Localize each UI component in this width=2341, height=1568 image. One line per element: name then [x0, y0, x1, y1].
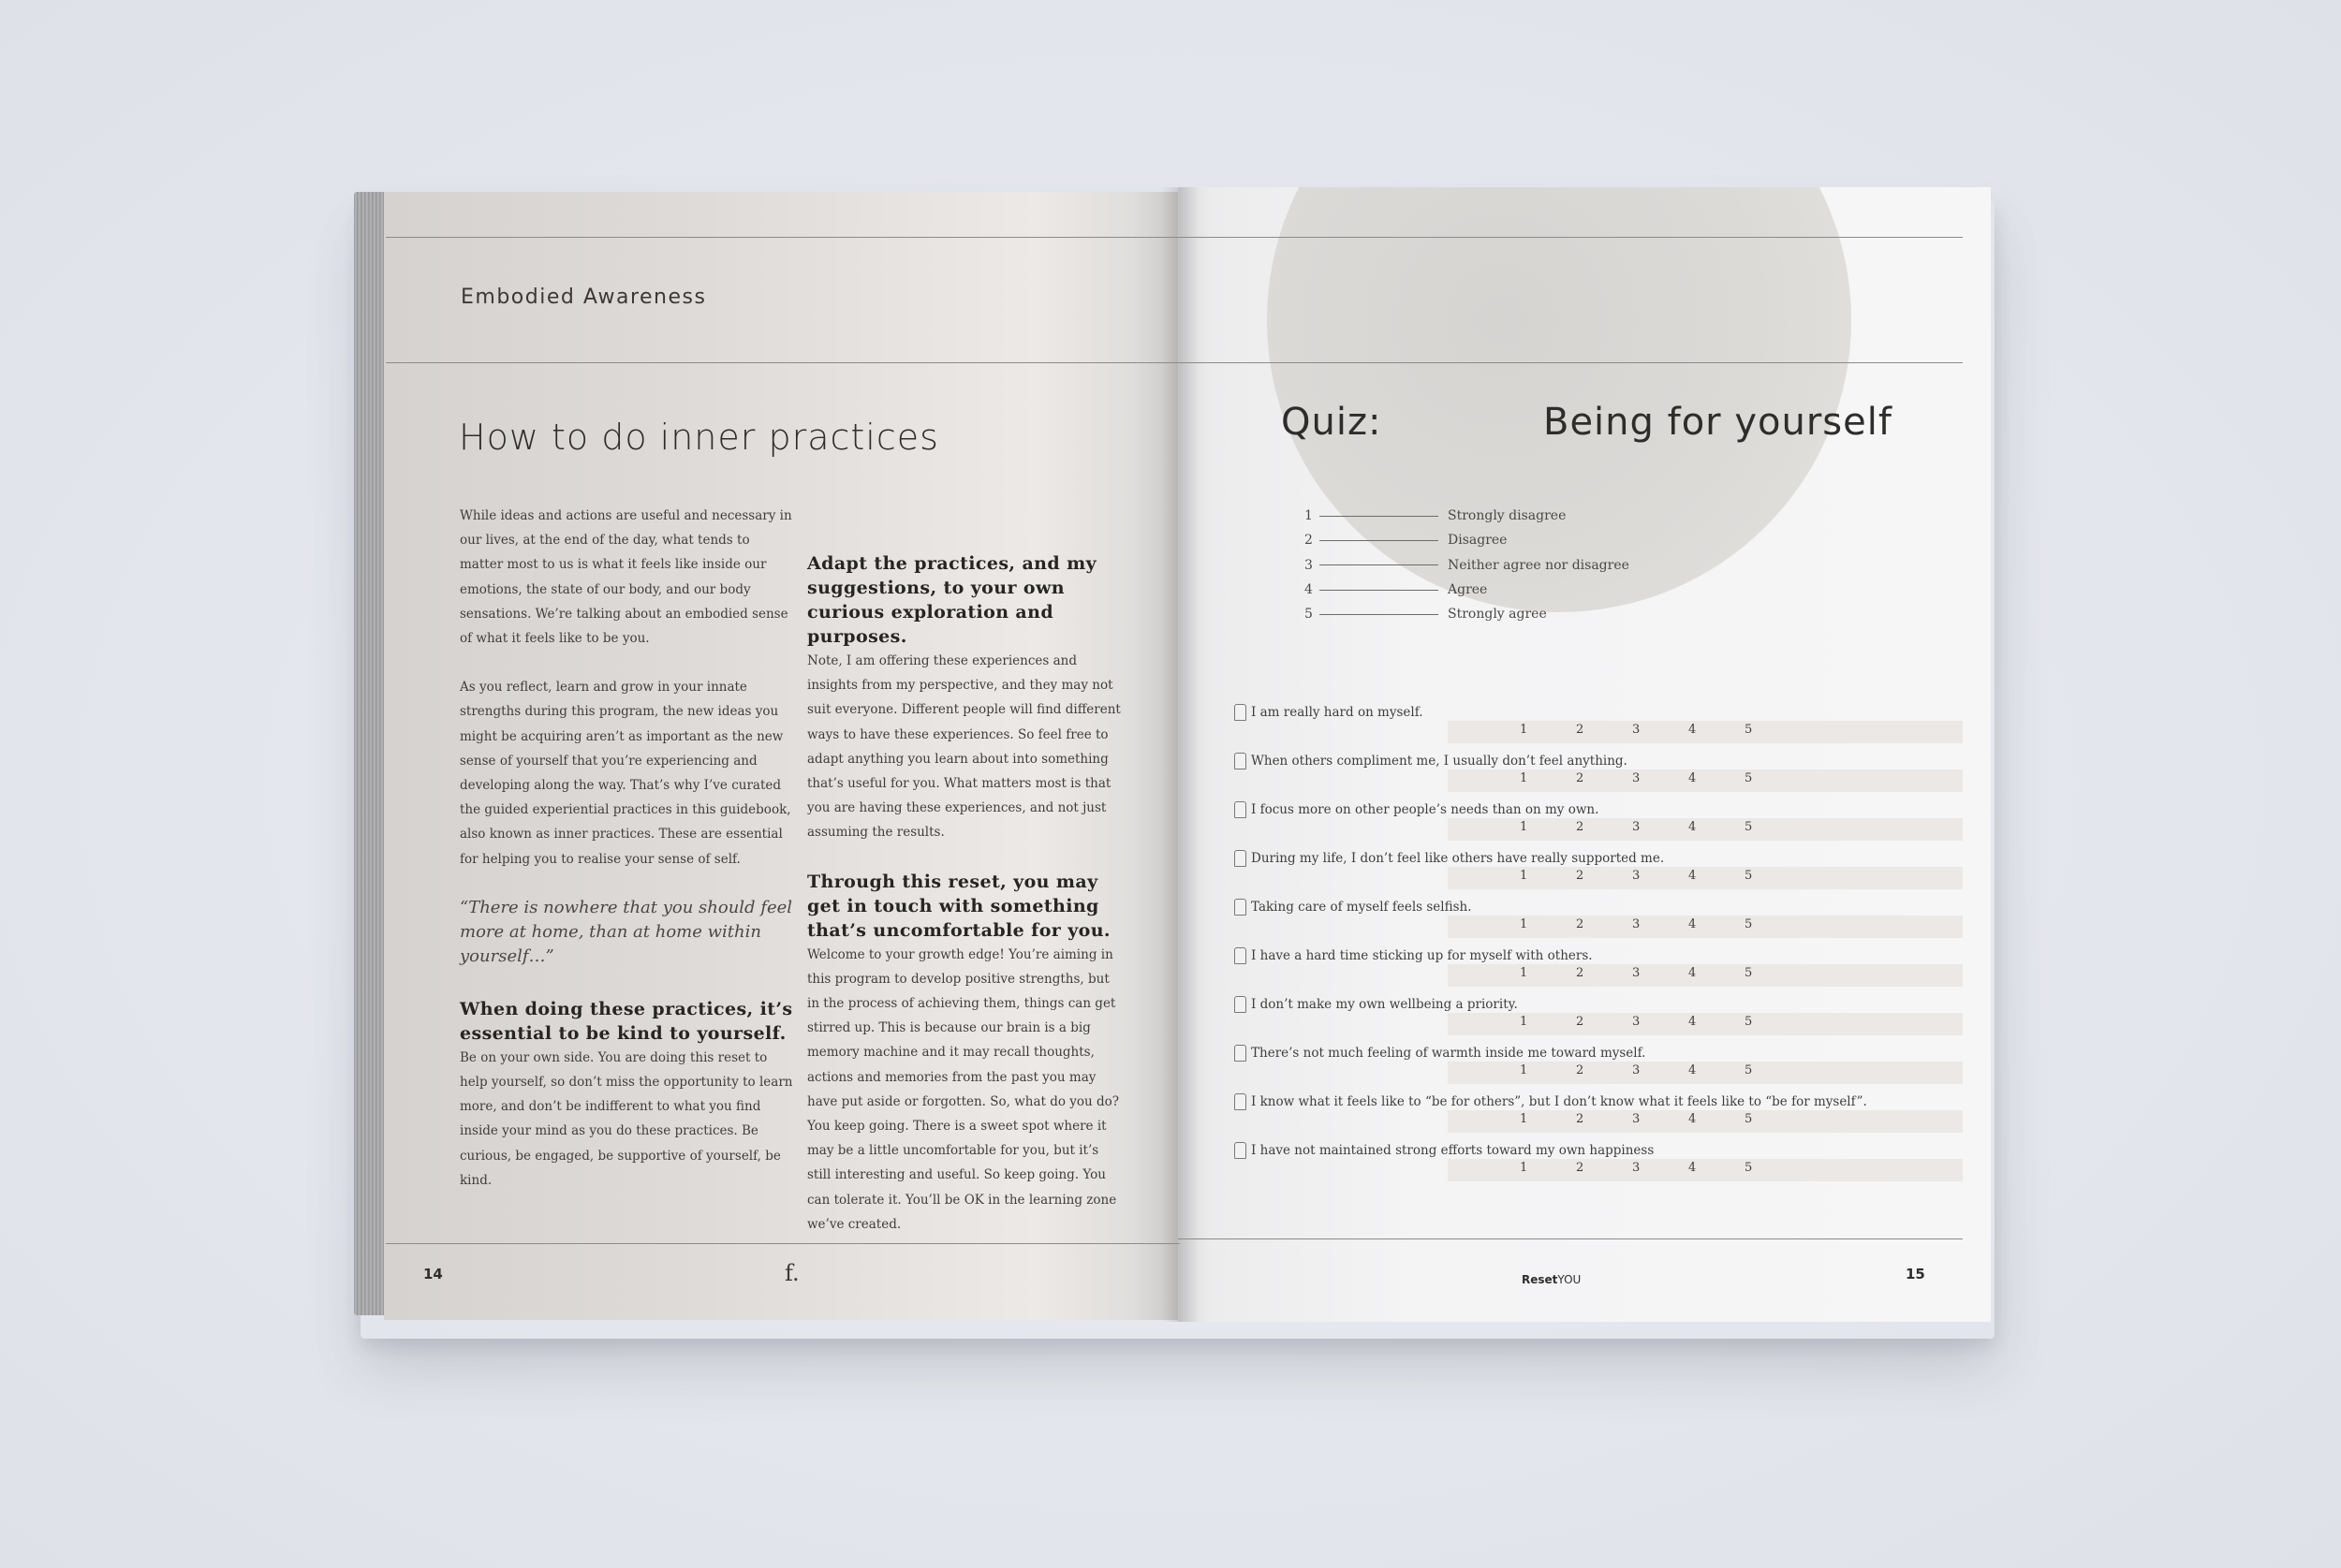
checkbox[interactable]	[1234, 801, 1246, 818]
checkbox[interactable]	[1234, 1142, 1246, 1159]
checkbox[interactable]	[1234, 899, 1246, 916]
footer-rule-right	[1178, 1238, 1963, 1239]
rating-option[interactable]: 5	[1745, 1015, 1753, 1029]
scale-label: Strongly disagree	[1448, 508, 1567, 524]
question-text: Taking care of myself feels selfish.	[1251, 900, 1472, 915]
rating-option[interactable]: 5	[1745, 820, 1753, 834]
rating-option[interactable]: 1	[1520, 820, 1528, 834]
scale-row	[1304, 578, 1629, 602]
scale-number: 1	[1304, 508, 1313, 524]
rating-option[interactable]: 4	[1688, 966, 1697, 980]
scale-row	[1304, 528, 1629, 552]
rating-option[interactable]: 5	[1745, 723, 1753, 737]
brand-bold: Reset	[1522, 1273, 1558, 1286]
quiz-question	[1234, 1140, 1965, 1175]
rating-options	[1520, 917, 1801, 931]
rating-option[interactable]: 3	[1632, 723, 1641, 737]
rating-option[interactable]: 4	[1688, 820, 1697, 834]
scale-line	[1319, 516, 1438, 517]
scale-label: Neither agree nor disagree	[1448, 557, 1629, 573]
rating-option[interactable]: 3	[1632, 820, 1641, 834]
scale-label: Agree	[1448, 582, 1488, 598]
page-heading: How to do inner practices	[459, 417, 939, 458]
rating-option[interactable]: 4	[1688, 1063, 1697, 1077]
rating-option[interactable]: 1	[1520, 869, 1528, 883]
header-rule-right	[1178, 362, 1963, 363]
book-spine	[1161, 187, 1199, 1322]
quiz-question	[1234, 1043, 1965, 1077]
question-text: I am really hard on myself.	[1251, 705, 1423, 720]
scale-line	[1319, 614, 1438, 615]
paragraph: Welcome to your growth edge! You’re aiming in this program to develop positive strengths, but in the process of achieving them, things can get stirred up. This is because our brain is a big memory machine and it may recall thoughts, actions and memories from the past you may have put aside or forgotten. So, what do you do? You keep going. There is a sweet spot where it may be a little uncomfortable for you, but it’s still interesting and useful. So keep going. You can tolerate it. You’ll be OK in the learning zone we’ve created.	[807, 946, 1120, 1232]
quiz-question	[1234, 751, 1965, 785]
rating-option[interactable]: 4	[1688, 1161, 1697, 1175]
rating-option[interactable]: 1	[1520, 1161, 1528, 1175]
section-tag: Embodied Awareness	[461, 286, 707, 309]
scale-row	[1304, 553, 1629, 578]
subheading: Through this reset, you may get in touch with something that’s uncomfortable for you.	[807, 871, 1111, 941]
checkbox[interactable]	[1234, 1093, 1246, 1110]
scale-number: 5	[1304, 607, 1313, 623]
rating-option[interactable]: 1	[1520, 1112, 1528, 1126]
rating-options	[1520, 869, 1801, 883]
rating-option[interactable]: 5	[1745, 917, 1753, 931]
question-text: I don’t make my own wellbeing a priority.	[1251, 997, 1518, 1012]
rating-options	[1520, 723, 1801, 737]
rating-option[interactable]: 1	[1520, 723, 1528, 737]
quiz-question	[1234, 848, 1965, 883]
scale-row	[1304, 602, 1629, 626]
paragraph: As you reflect, learn and grow in your innate strengths during this program, the new ideas you might be acquiring aren’t as important as the new sense of yourself that you’re experiencing and developing along the way. That’s why I’ve curated the guided experiential practices in this guidebook, also known as inner practices. These are essential for helping you to realise your sense of self.	[460, 680, 791, 867]
rating-option[interactable]: 4	[1688, 771, 1697, 785]
rating-option[interactable]: 1	[1520, 771, 1528, 785]
paragraph: Be on your own side. You are doing this reset to help yourself, so don’t miss the opportunity to learn more, and don’t be indifferent to what you find inside your mind as you do these practices. Be curious, be engaged, be supportive of yourself, be kind.	[460, 1049, 793, 1188]
quiz-label: Quiz:	[1281, 401, 1382, 444]
quiz-question	[1234, 994, 1965, 1029]
question-text: During my life, I don’t feel like others have really supported me.	[1251, 851, 1665, 866]
rating-scale-legend	[1304, 504, 1629, 626]
rating-options	[1520, 1112, 1801, 1126]
paragraph: While ideas and actions are useful and necessary in our lives, at the end of the day, what tends to matter most to us is what it feels like inside our emotions, the state of our body, and our body sensations. We’re talking about an embodied sense of what it feels like to be you.	[460, 508, 792, 647]
checkbox[interactable]	[1234, 1045, 1246, 1062]
right-column	[807, 551, 1124, 1261]
rating-options	[1520, 1161, 1801, 1175]
scale-number: 3	[1304, 557, 1313, 573]
rating-options	[1520, 771, 1801, 785]
brand-mark	[1522, 1273, 1581, 1286]
checkbox[interactable]	[1234, 753, 1246, 769]
quiz-question	[1234, 702, 1965, 737]
rating-option[interactable]: 5	[1745, 1112, 1753, 1126]
quiz-question	[1234, 897, 1965, 931]
rating-options	[1520, 1015, 1801, 1029]
rating-option[interactable]: 2	[1576, 723, 1584, 737]
quiz-title: Being for yourself	[1543, 401, 1892, 444]
rating-option[interactable]: 2	[1576, 1063, 1584, 1077]
scale-line	[1319, 540, 1438, 541]
left-column	[460, 504, 793, 1217]
quiz-question	[1234, 799, 1965, 834]
rating-option[interactable]: 1	[1520, 1015, 1528, 1029]
rating-option[interactable]: 2	[1576, 917, 1584, 931]
subheading: When doing these practices, it’s essential to be kind to yourself.	[460, 998, 793, 1044]
scale-number: 2	[1304, 533, 1313, 549]
scale-label: Strongly agree	[1448, 607, 1547, 623]
scale-line	[1319, 564, 1438, 565]
question-text: When others compliment me, I usually don’t feel anything.	[1251, 754, 1627, 769]
rating-option[interactable]: 5	[1745, 771, 1753, 785]
rating-option[interactable]: 1	[1520, 1063, 1528, 1077]
rating-option[interactable]: 2	[1576, 1112, 1584, 1126]
header-rule-left	[386, 362, 1180, 363]
rating-option[interactable]: 2	[1576, 869, 1584, 883]
question-text: I have not maintained strong efforts toward my own happiness	[1251, 1143, 1655, 1158]
scale-line	[1319, 590, 1438, 591]
brand-light: YOU	[1557, 1273, 1582, 1286]
rating-option[interactable]: 4	[1688, 869, 1697, 883]
rating-option[interactable]: 2	[1576, 771, 1584, 785]
rating-option[interactable]: 4	[1688, 917, 1697, 931]
rating-option[interactable]: 2	[1576, 966, 1584, 980]
top-rule-left	[386, 237, 1180, 238]
question-text: I focus more on other people’s needs than on my own.	[1251, 802, 1599, 817]
rating-options	[1520, 1063, 1801, 1077]
question-text: There’s not much feeling of warmth inside me toward myself.	[1251, 1046, 1646, 1061]
question-text: I have a hard time sticking up for myself with others.	[1251, 948, 1593, 963]
question-text: I know what it feels like to “be for others”, but I don’t know what it feels like to “be for myself”.	[1251, 1094, 1867, 1109]
rating-option[interactable]: 4	[1688, 723, 1697, 737]
rating-option[interactable]: 1	[1520, 966, 1528, 980]
top-rule-right	[1178, 237, 1963, 238]
checkbox[interactable]	[1234, 850, 1246, 867]
rating-option[interactable]: 4	[1688, 1112, 1697, 1126]
rating-option[interactable]: 2	[1576, 1161, 1584, 1175]
rating-option[interactable]: 3	[1632, 771, 1641, 785]
rating-option[interactable]: 3	[1632, 869, 1641, 883]
logo-mark: f.	[785, 1260, 800, 1286]
rating-option[interactable]: 3	[1632, 917, 1641, 931]
scale-row	[1304, 504, 1629, 528]
quiz-question	[1234, 1092, 1965, 1126]
rating-option[interactable]: 5	[1745, 1063, 1753, 1077]
pull-quote: “There is nowhere that you should feel more at home, than at home within yourself…”	[460, 897, 793, 966]
page-edges-left	[354, 192, 388, 1315]
rating-option[interactable]: 3	[1632, 966, 1641, 980]
rating-option[interactable]: 2	[1576, 1015, 1584, 1029]
rating-option[interactable]: 1	[1520, 917, 1528, 931]
rating-option[interactable]: 5	[1745, 1161, 1753, 1175]
subheading: Adapt the practices, and my suggestions, to your own curious exploration and purposes.	[807, 553, 1097, 647]
page-number-right: 15	[1906, 1266, 1925, 1282]
paragraph: Note, I am offering these experiences and insights from my perspective, and they may not suit everyone. Different people will find different ways to have these experiences. So feel free to adapt anything you learn about into something that’s useful for you. What matters most is that you are having these experiences, and not just assuming the results.	[807, 653, 1121, 841]
rating-option[interactable]: 3	[1632, 1161, 1641, 1175]
checkbox[interactable]	[1234, 996, 1246, 1013]
rating-option[interactable]: 2	[1576, 820, 1584, 834]
rating-option[interactable]: 3	[1632, 1015, 1641, 1029]
rating-options	[1520, 820, 1801, 834]
scale-number: 4	[1304, 582, 1313, 598]
scale-label: Disagree	[1448, 533, 1508, 549]
rating-option[interactable]: 4	[1688, 1015, 1697, 1029]
rating-option[interactable]: 5	[1745, 869, 1753, 883]
rating-option[interactable]: 3	[1632, 1063, 1641, 1077]
rating-options	[1520, 966, 1801, 980]
checkbox[interactable]	[1234, 947, 1246, 964]
rating-option[interactable]: 5	[1745, 966, 1753, 980]
page-number-left: 14	[423, 1266, 443, 1282]
checkbox[interactable]	[1234, 704, 1246, 721]
quiz-question	[1234, 945, 1965, 980]
rating-option[interactable]: 3	[1632, 1112, 1641, 1126]
